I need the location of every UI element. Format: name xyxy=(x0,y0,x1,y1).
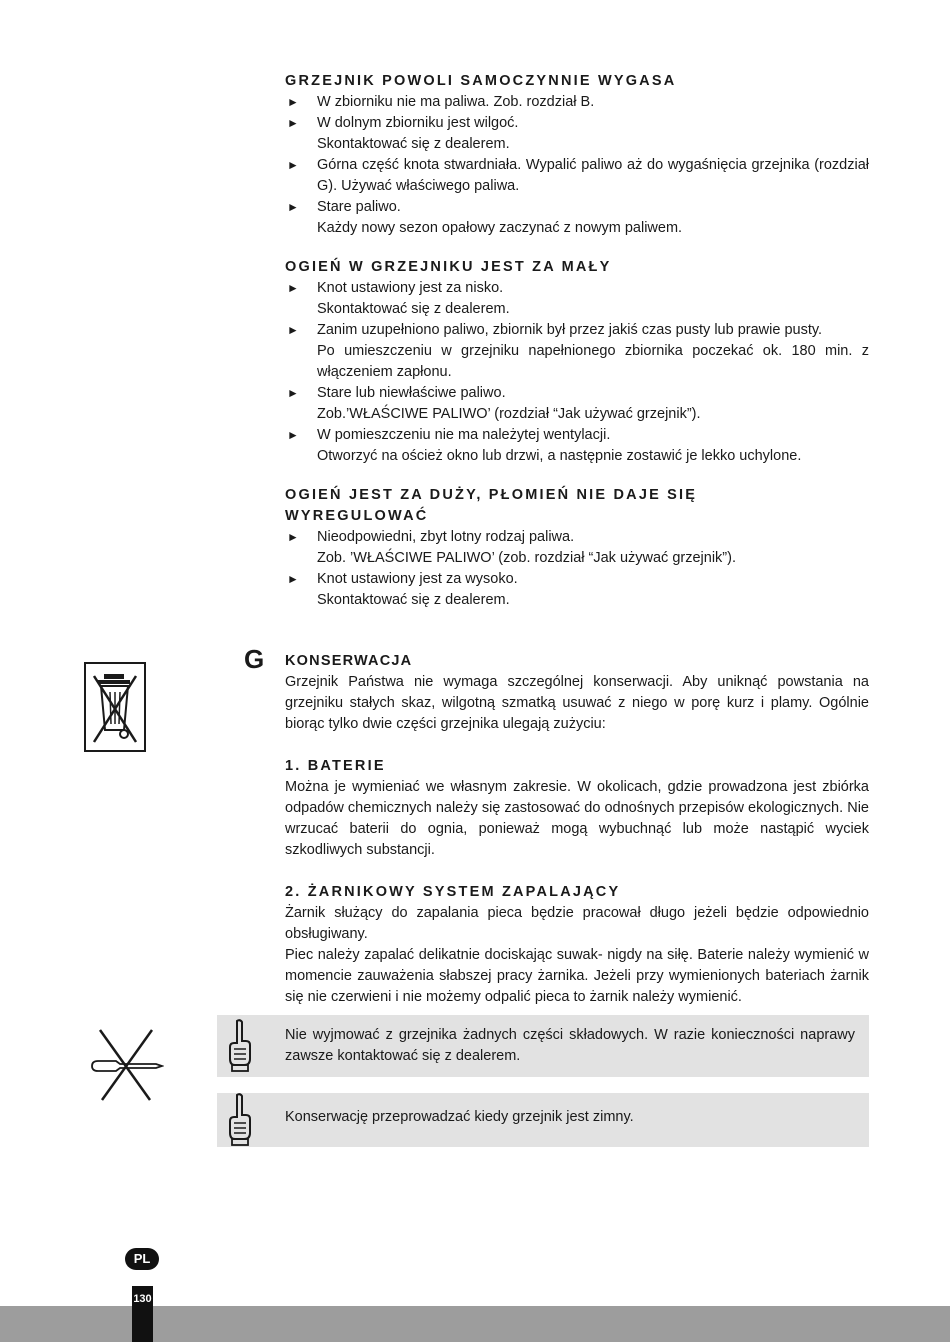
item-text: Otworzyć na oścież okno lub drzwi, a następnie zostawić je lekko uchylone. xyxy=(317,448,802,464)
item-text: Po umieszczeniu w grzejniku napełnionego zbiornika poczekać ok. 180 min. z włączeniem zapłonu. xyxy=(317,343,869,380)
bullet-icon: ► xyxy=(287,323,299,337)
list-item xyxy=(285,278,869,320)
list-item xyxy=(285,155,869,197)
paragraph: Żarnik służący do zapalania pieca będzie pracował długo jeżeli będzie odpowiednio obsługiwany. xyxy=(285,905,869,942)
bullet-icon: ► xyxy=(287,572,299,586)
list-item xyxy=(285,197,869,239)
list-item xyxy=(285,92,869,113)
pointing-hand-icon xyxy=(225,1093,255,1152)
bullet-icon: ► xyxy=(287,386,299,400)
list-item xyxy=(285,383,869,425)
language-badge: PL xyxy=(125,1248,159,1270)
item-text: Górna część knota stwardniała. Wypalić paliwo aż do wygaśnięcia grzejnika (rozdział G). Używać właściwego paliwa. xyxy=(317,157,869,194)
item-text: Stare lub niewłaściwe paliwo. xyxy=(317,385,506,401)
crossed-screwdriver-icon xyxy=(86,1028,164,1104)
page-number: 130 xyxy=(133,1293,152,1305)
list-item xyxy=(285,527,869,569)
bullet-icon: ► xyxy=(287,530,299,544)
item-text: Nieodpowiedni, zbyt lotny rodzaj paliwa. xyxy=(317,529,575,545)
item-text: W dolnym zbiorniku jest wilgoć. xyxy=(317,115,519,131)
warning-note xyxy=(217,1015,869,1077)
item-text: Knot ustawiony jest za nisko. xyxy=(317,280,504,296)
bullet-icon: ► xyxy=(287,281,299,295)
section-title: GRZEJNIK POWOLI SAMOCZYNNIE WYGASA xyxy=(285,73,677,89)
note-text: Nie wyjmować z grzejnika żadnych części składowych. W razie konieczności naprawy zawsze kontaktować się z dealerem. xyxy=(285,1027,855,1064)
bullet-icon: ► xyxy=(287,95,299,109)
item-text: Skontaktować się z dealerem. xyxy=(317,301,510,317)
item-text: Stare paliwo. xyxy=(317,199,401,215)
section-fire-too-small xyxy=(285,257,869,467)
bullet-icon: ► xyxy=(287,116,299,130)
item-text: Skontaktować się z dealerem. xyxy=(317,592,510,608)
section-maintenance xyxy=(285,651,869,1008)
section-title: OGIEŃ W GRZEJNIKU JEST ZA MAŁY xyxy=(285,259,612,275)
item-text: Zob.’WŁAŚCIWE PALIWO’ (rozdział “Jak używać grzejnik”). xyxy=(317,406,701,422)
subsection-title: 2. ŻARNIKOWY SYSTEM ZAPALAJĄCY xyxy=(285,884,621,900)
section-title: OGIEŃ JEST ZA DUŻY, PŁOMIEŃ NIE DAJE SIĘ WYREGULOWAĆ xyxy=(285,487,698,524)
section-fire-too-big xyxy=(285,485,869,611)
item-text: W pomieszczeniu nie ma należytej wentylacji. xyxy=(317,427,611,443)
item-text: Każdy nowy sezon opałowy zaczynać z nowym paliwem. xyxy=(317,220,683,236)
item-text: Knot ustawiony jest za wysoko. xyxy=(317,571,518,587)
item-text: W zbiorniku nie ma paliwa. Zob. rozdział B. xyxy=(317,94,595,110)
list-item xyxy=(285,113,869,155)
bullet-icon: ► xyxy=(287,428,299,442)
bullet-icon: ► xyxy=(287,158,299,172)
section-fire-extinguishes xyxy=(285,71,869,239)
list-item xyxy=(285,569,869,611)
paragraph: Grzejnik Państwa nie wymaga szczególnej konserwacji. Aby uniknąć powstania na grzejniku stałych skaz, wilgotną szmatką usuwać z niego w porę kurz i plamy. Ogólnie biorąc tylko dwie części grzejnika ulegają zużyciu: xyxy=(285,674,869,732)
section-letter: G xyxy=(244,644,265,674)
paragraph: Piec należy zapalać delikatnie dociskając suwak- nigdy na siłę. Baterie należy wymienić w momencie zauważenia słabszej pracy żarnika. Jeżeli przy wymienionych bateriach żarnik się nie czerwieni i nie możemy odpalić pieca to żarnik należy wymienić. xyxy=(285,947,869,1005)
item-text: Zanim uzupełniono paliwo, zbiornik był przez jakiś czas pusty lub prawie pusty. xyxy=(317,322,823,338)
section-title: KONSERWACJA xyxy=(285,653,413,669)
list-item xyxy=(285,425,869,467)
item-text: Skontaktować się z dealerem. xyxy=(317,136,510,152)
warning-note xyxy=(217,1093,869,1147)
pointing-hand-icon xyxy=(225,1019,255,1078)
list-item xyxy=(285,320,869,383)
crossed-out-wheelie-bin-icon xyxy=(84,662,146,752)
subsection-title: 1. BATERIE xyxy=(285,758,386,774)
item-text: Zob. ’WŁAŚCIWE PALIWO’ (zob. rozdział “Jak używać grzejnik”). xyxy=(317,550,736,566)
bullet-icon: ► xyxy=(287,200,299,214)
paragraph: Można je wymieniać we własnym zakresie. W okolicach, gdzie prowadzona jest zbiórka odpadów chemicznych należy się zastosować do odnośnych przepisów ekologicznych. Nie wrzucać baterii do ognia, ponieważ mogą wybuchnąć lub może nastąpić wyciek szkodliwych substancji. xyxy=(285,779,869,858)
note-text: Konserwację przeprowadzać kiedy grzejnik jest zimny. xyxy=(285,1109,634,1125)
